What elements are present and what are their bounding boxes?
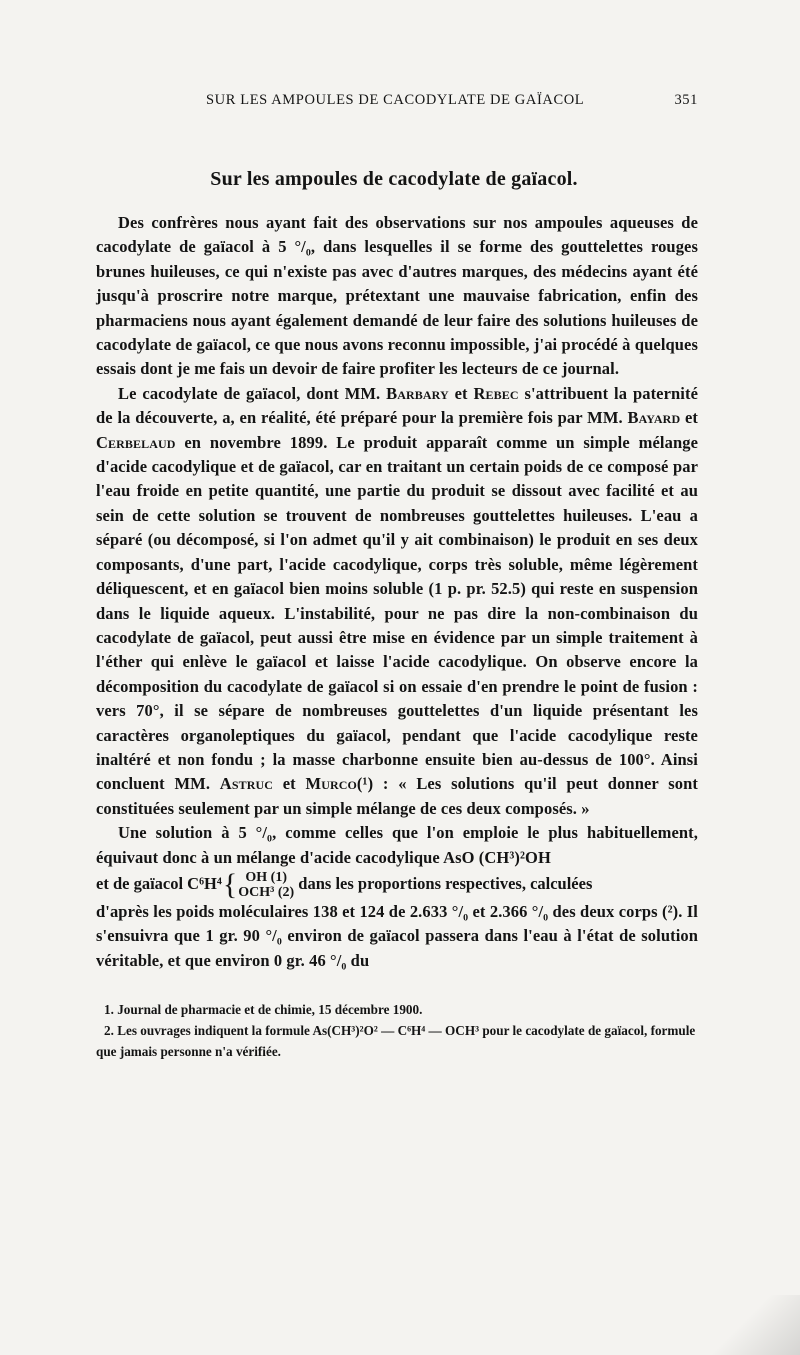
substituent-oh: OH (1) xyxy=(245,869,288,885)
paragraph-calculation: d'après les poids moléculaires 138 et 124 de 2.633 °/₀ et 2.366 °/₀ des deux corps (²). Il s'ensuivra que 1 gr. 90 °/₀ environ de gaïacol passera dans l'eau à l'état de solution véritable, et que environ 0 gr. 46 °/₀ du xyxy=(96,901,698,970)
footnote-1: 1. Journal de pharmacie et de chimie, 15 décembre 1900. xyxy=(104,1002,423,1018)
paragraph-intro: Des confrères nous ayant fait des observations sur nos ampoules aqueuses de cacodylate de gaïacol à 5 °/₀, dans lesquelles il se forme des gouttelettes rouges brunes huileuses, ce qui n'existe pas avec d'autres marques, des médecins ayant été jusqu'à proscrire notre marque, prétextant une mauvaise fabrication, enfin des pharmaciens nous ayant également demandé de leur faire des solutions huileuses de cacodylate de gaïacol, ce que nous avons reconnu impossible, j'ai procédé à quelques essais dont je me fais un devoir de faire profiter les lecteurs de ce journal. xyxy=(96,213,698,379)
author-name: Murco xyxy=(305,774,357,794)
formula-brace xyxy=(222,867,295,901)
author-name: Bayard xyxy=(627,408,681,428)
text-run: et xyxy=(680,408,698,428)
formula-lead: et de gaïacol C⁶H⁴ xyxy=(96,873,222,893)
author-name: Barbary xyxy=(386,383,449,403)
author-name: Rebec xyxy=(473,383,519,403)
scan-artifact xyxy=(710,1295,800,1355)
running-header xyxy=(96,92,698,116)
formula-substituents xyxy=(238,870,294,900)
text-run: et xyxy=(448,383,474,403)
footnotes xyxy=(96,999,698,1062)
paragraph-history xyxy=(96,382,698,821)
article-body xyxy=(96,211,698,973)
footnote-2: 2. Les ouvrages indiquent la formule As(CH³)²O² — C⁶H⁴ — OCH³ pour le cacodylate de gaïacol, formule que jamais personne n'a vérifiée. xyxy=(96,1023,696,1060)
author-name: Astruc xyxy=(219,774,273,794)
substituent-och3: OCH³ (2) xyxy=(238,884,295,900)
formula-trail: dans les proportions respectives, calculées xyxy=(294,873,593,893)
article-title: Sur les ampoules de cacodylate de gaïacol. xyxy=(210,168,578,190)
text-run: (¹) : « Les solutions qu'il peut donner sont constituées seulement par un simple mélange de ces deux composés. » xyxy=(96,774,699,818)
guaiacol-formula-line xyxy=(96,867,698,901)
page-number: 351 xyxy=(674,92,698,108)
paragraph-solution: Une solution à 5 °/₀, comme celles que l'on emploie le plus habituellement, équivaut donc à un mélange d'acide cacodylique AsO (CH³)²OH xyxy=(96,823,698,867)
brace-glyph: { xyxy=(222,867,238,901)
document-page xyxy=(96,92,698,1062)
text-run: et xyxy=(273,774,306,794)
text-run: s'attribuent la paternité de la découverte, a, en réalité, été préparé pour la première fois par MM. xyxy=(96,383,698,428)
text-run: en novembre 1899. Le produit apparaît comme un simple mélange d'acide cacodylique et de gaïacol, car en traitant un certain poids de ce composé par l'eau froide en petite quantité, une partie du produit se dissout avec facilité et au sein de cette solution se trouvent de nombreuses gouttelettes huileuses. L'eau a séparé (ou décomposé, si l'on admet qu'il y ait combinaison) le produit en ses deux composants, d'une part, l'acide cacodylique, corps très soluble, même légèrement déliquescent, et en gaïacol bien moins soluble (1 p. pr. 52.5) qui reste en suspension dans le liquide aqueux. L'instabilité, pour ne pas dire la non-combinaison du cacodylate de gaïacol, peut aussi être mise en évidence par un simple traitement à l'éther qui enlève le gaïacol et laisse l'acide cacodylique. On observe encore la décomposition du cacodylate de gaïacol si on essaie d'en prendre le point de fusion : vers 70°, il se sépare de nombreuses gouttelettes d'un liquide présentant les caractères organoleptiques du gaïacol, pendant que l'acide cacodylique reste inaltéré et non fondu ; la masse charbonne ensuite bien au-dessus de 100°. Ainsi concluent MM. xyxy=(96,432,698,794)
running-title: SUR LES AMPOULES DE CACODYLATE DE GAÏACOL xyxy=(206,92,585,108)
text-run: Le cacodylate de gaïacol, dont MM. xyxy=(118,383,387,403)
author-name: Cerbelaud xyxy=(96,432,176,452)
